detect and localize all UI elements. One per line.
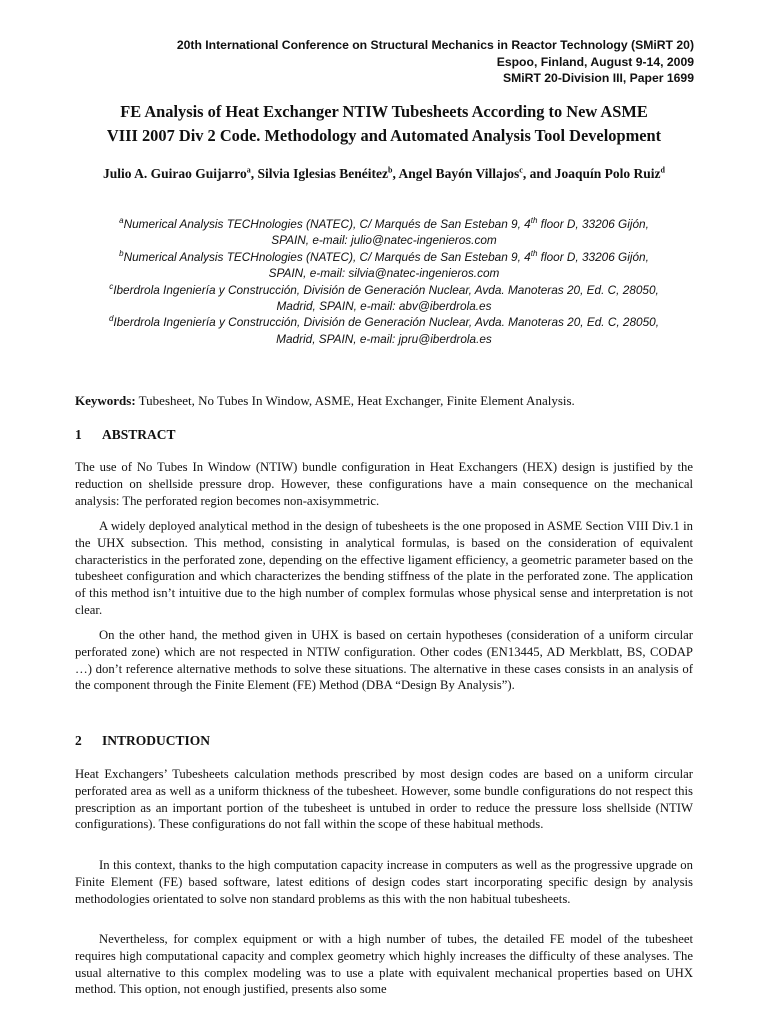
affiliation-line-end: floor D, 33206 Gijón,	[537, 217, 649, 231]
paragraph: A widely deployed analytical method in the design of tubesheets is the one proposed in ASME Section VIII Div.1 in the UHX subsection. This method, consisting in analytical formulas, is based on the consideration of equivalent characteristics in the perforated zone, depending on the effective ligament efficiency, a geometric parameter based on the tubesheet configuration and which characterizes the bending stiffness of the plate in the perforated zone. The application of this method isn’t intuitive due to the high number of complex formulas whose physical sense and interpretation is not clear.	[75, 519, 693, 617]
conference-location: Espoo, Finland, August 9-14, 2009	[496, 54, 694, 69]
ordinal-suffix: th	[530, 216, 538, 226]
title-line-2: VIII 2007 Div 2 Code. Methodology and Automated Analysis Tool Development	[106, 126, 662, 145]
affiliation-contact: Madrid, SPAIN, e-mail: abv@iberdrola.es	[276, 299, 492, 314]
section-heading-abstract	[75, 427, 176, 443]
ordinal-suffix: th	[530, 248, 538, 258]
affiliation-line: Numerical Analysis TECHnologies (NATEC), C/ Marqués de San Esteban 9, 4	[123, 217, 531, 231]
author-name: Julio A. Guirao Guijarro	[103, 166, 247, 181]
affiliation-mark: b	[119, 248, 124, 258]
paragraph: On the other hand, the method given in UHX is based on certain hypotheses (consideration of a uniform circular perforated zone) which are not respected in NTIW configuration. Other codes (EN13445, AD Merkblatt, BS, CODAP …) don’t reference alternative methods to solve these situations. The alternative in these cases consists in an analysis of the component through the Finite Element (FE) Method (DBA “Design By Analysis”).	[75, 628, 693, 693]
affiliation-mark: a	[119, 216, 124, 226]
section-number: 2	[75, 733, 82, 748]
affiliation	[60, 216, 708, 249]
affiliation	[60, 249, 708, 282]
section-number: 1	[75, 427, 82, 442]
paragraph: Heat Exchangers’ Tubesheets calculation methods prescribed by most design codes are based on a uniform circular perforated area as well as a uniform thickness of the tubesheet. However, some bundle configurations do not respect this prescription as an important portion of the tubesheet is untubed in order to reduce the pressure loss shellside (NTIW configurations). These configurations do not fall within the scope of these habitual methods.	[75, 767, 693, 832]
conference-header	[177, 37, 694, 87]
affiliation-line: Iberdrola Ingeniería y Construcción, División de Generación Nuclear, Avda. Manoteras 20, Ed. C, 28050,	[113, 315, 660, 330]
affiliation	[60, 282, 708, 315]
author-affiliation-mark: c	[519, 165, 523, 175]
author-name: Joaquín Polo Ruiz	[554, 166, 661, 181]
section-title: ABSTRACT	[102, 427, 176, 442]
affiliation-mark: d	[108, 314, 114, 324]
author-separator: ,	[250, 166, 258, 181]
section-title: INTRODUCTION	[102, 733, 211, 748]
paper-title	[60, 100, 708, 148]
author-list	[60, 164, 708, 183]
keywords	[75, 393, 575, 409]
paragraph: In this context, thanks to the high computation capacity increase in computers as well as the progressive upgrade on Finite Element (FE) based software, latest editions of design codes start incorporating specific design by analysis methodologies orientated to solve non standard problems as this with the non habitual tubesheets.	[75, 858, 693, 906]
author-affiliation-mark: a	[246, 165, 251, 175]
affiliation-contact: SPAIN, e-mail: julio@natec-ingenieros.com	[271, 233, 497, 248]
affiliation-line: Iberdrola Ingeniería y Construcción, División de Generación Nuclear, Avda. Manoteras 20, Ed. C, 28050,	[113, 282, 659, 297]
affiliation-mark: c	[109, 281, 114, 291]
author-name: Silvia Iglesias Benéitez	[257, 166, 389, 181]
title-line-1: FE Analysis of Heat Exchanger NTIW Tubesheets According to New ASME	[120, 102, 648, 121]
keywords-label: Keywords:	[75, 393, 136, 408]
paragraph: The use of No Tubes In Window (NTIW) bundle configuration in Heat Exchangers (HEX) design is justified by the reduction on shellside pressure drop. However, these configurations have a main consequence on the mechanical analysis: The perforated region becomes non-axisymmetric.	[75, 460, 693, 508]
paragraph: Nevertheless, for complex equipment or with a high number of tubes, the detailed FE model of the tubesheet requires high computational capacity and complex geometry which highly increases the difficulty of these analyses. The usual alternative to this complex modeling was to use a plate with equivalent mechanical properties based on UHX method. This option, not enough justified, presents also some	[75, 932, 693, 997]
affiliation-contact: SPAIN, e-mail: silvia@natec-ingenieros.com	[268, 266, 500, 281]
author-separator: ,	[392, 166, 399, 181]
author-affiliation-mark: d	[660, 165, 665, 175]
author-name: Angel Bayón Villajos	[398, 166, 520, 181]
section-heading-introduction	[75, 733, 210, 749]
conference-paper-id: SMiRT 20-Division III, Paper 1699	[502, 71, 694, 85]
conference-name: 20th International Conference on Structural Mechanics in Reactor Technology (SMiRT 20)	[176, 38, 694, 52]
affiliation	[60, 314, 708, 347]
affiliation-list	[60, 216, 708, 347]
affiliation-line: Numerical Analysis TECHnologies (NATEC), C/ Marqués de San Esteban 9, 4	[123, 249, 531, 264]
author-separator: , and	[522, 166, 555, 181]
keywords-text: Tubesheet, No Tubes In Window, ASME, Heat Exchanger, Finite Element Analysis.	[135, 393, 575, 408]
affiliation-contact: Madrid, SPAIN, e-mail: jpru@iberdrola.es	[276, 331, 492, 346]
author-affiliation-mark: b	[388, 165, 393, 175]
affiliation-line-end: floor D, 33206 Gijón,	[537, 249, 649, 264]
